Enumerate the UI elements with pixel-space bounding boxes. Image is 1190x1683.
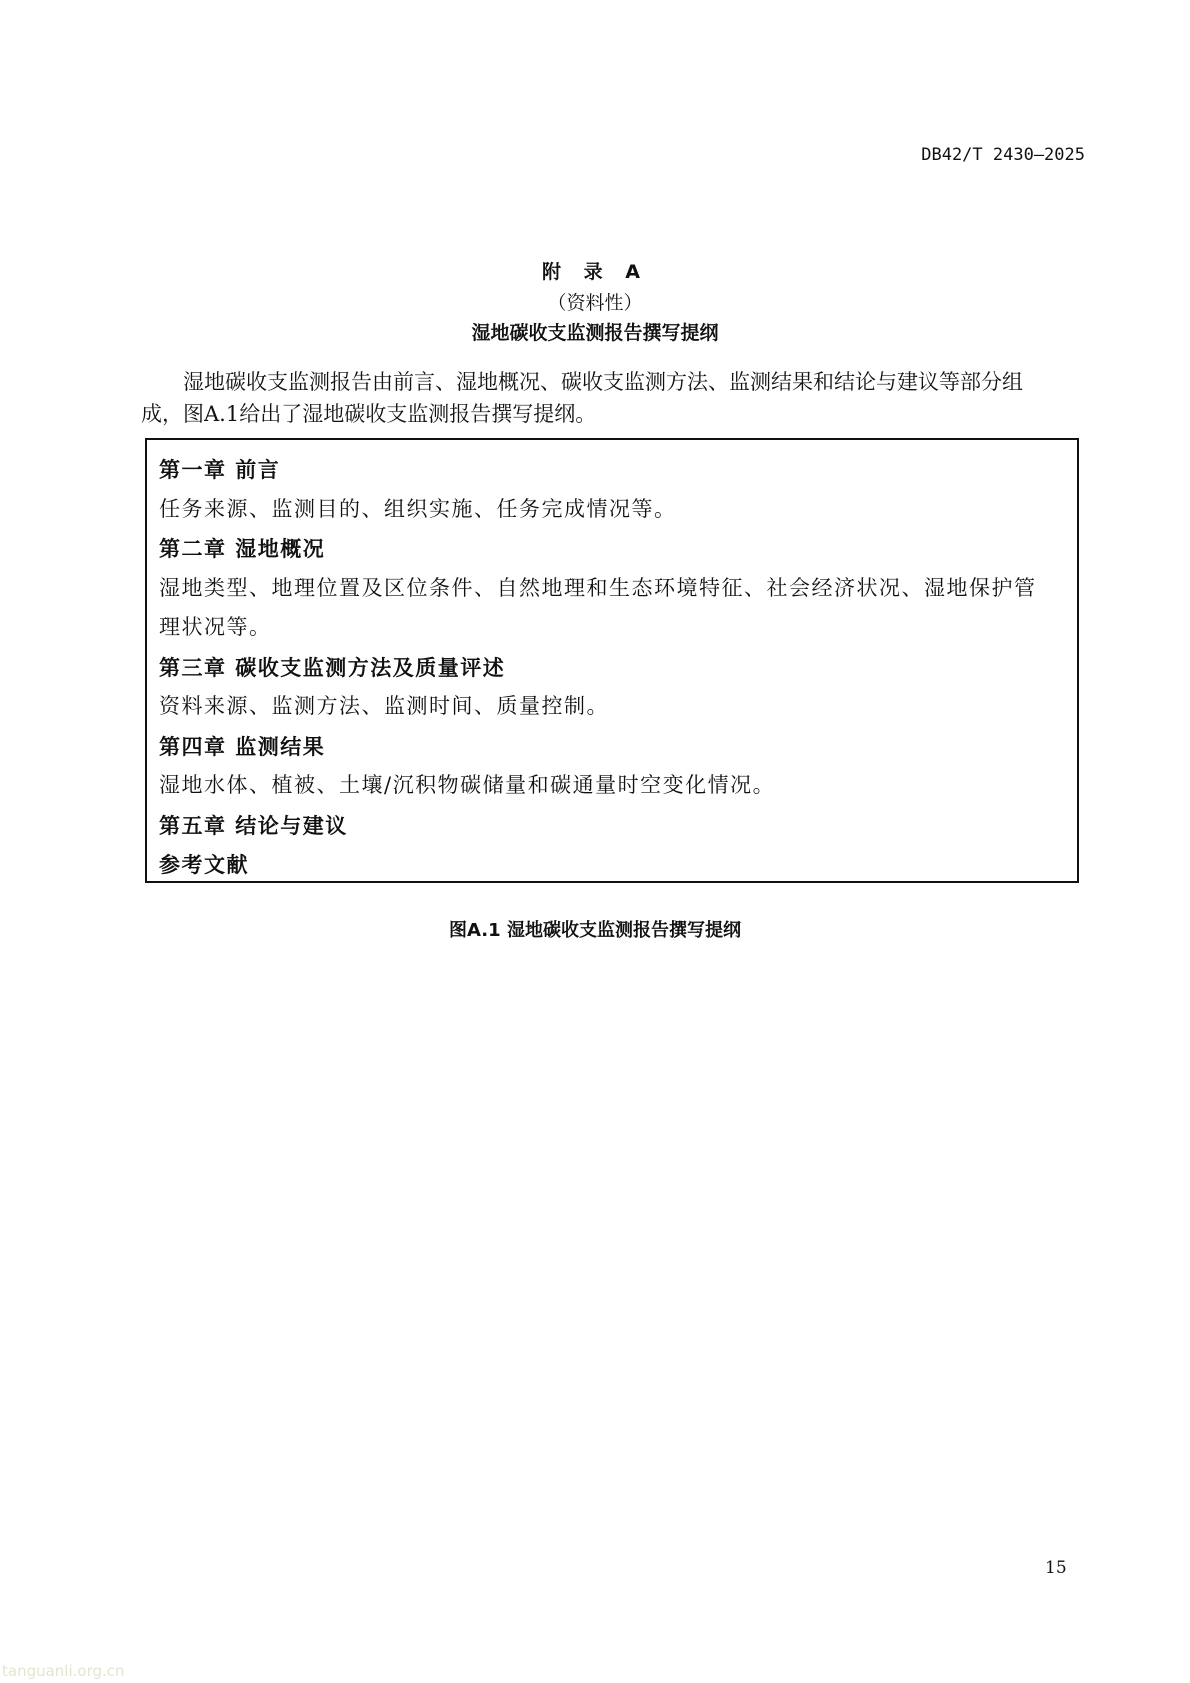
outline-text: 湿地水体、植被、土壤/沉积物碳储量和碳通量时空变化情况。 (159, 773, 776, 797)
appendix-title: 附 录 A (542, 261, 648, 283)
page-number: 15 (1045, 1558, 1067, 1578)
outline-text: 湿地类型、地理位置及区位条件、自然地理和生态环境特征、社会经济状况、湿地保护管 (159, 575, 1037, 600)
outline-text: 理状况等。 (159, 615, 272, 639)
appendix-type: （资料性） (547, 292, 643, 314)
outline-chapter: 第五章 结论与建议 (159, 812, 348, 838)
appendix-heading: 湿地碳收支监测报告撰写提纲 (471, 322, 719, 344)
outline-chapter: 第二章 湿地概况 (159, 536, 326, 561)
outline-references: 参考文献 (159, 852, 249, 877)
document-code: DB42/T 2430—2025 (921, 145, 1085, 165)
outline-chapter: 第四章 监测结果 (159, 733, 326, 759)
watermark: tanguanli.org.cn (2, 1662, 125, 1680)
intro-paragraph: 湿地碳收支监测报告由前言、湿地概况、碳收支监测方法、监测结果和结论与建议等部分组成，图A.1给出了湿地碳收支监测报告撰写提纲。 (141, 370, 1023, 426)
outline-box (145, 438, 1079, 883)
outline-chapter: 第一章 前言 (159, 457, 281, 482)
figure-caption: 图A.1 湿地碳收支监测报告撰写提纲 (449, 920, 741, 941)
outline-chapter: 第三章 碳收支监测方法及质量评述 (159, 654, 506, 680)
outline-text: 任务来源、监测目的、组织实施、任务完成情况等。 (159, 496, 677, 521)
outline-text: 资料来源、监测方法、监测时间、质量控制。 (159, 694, 609, 718)
